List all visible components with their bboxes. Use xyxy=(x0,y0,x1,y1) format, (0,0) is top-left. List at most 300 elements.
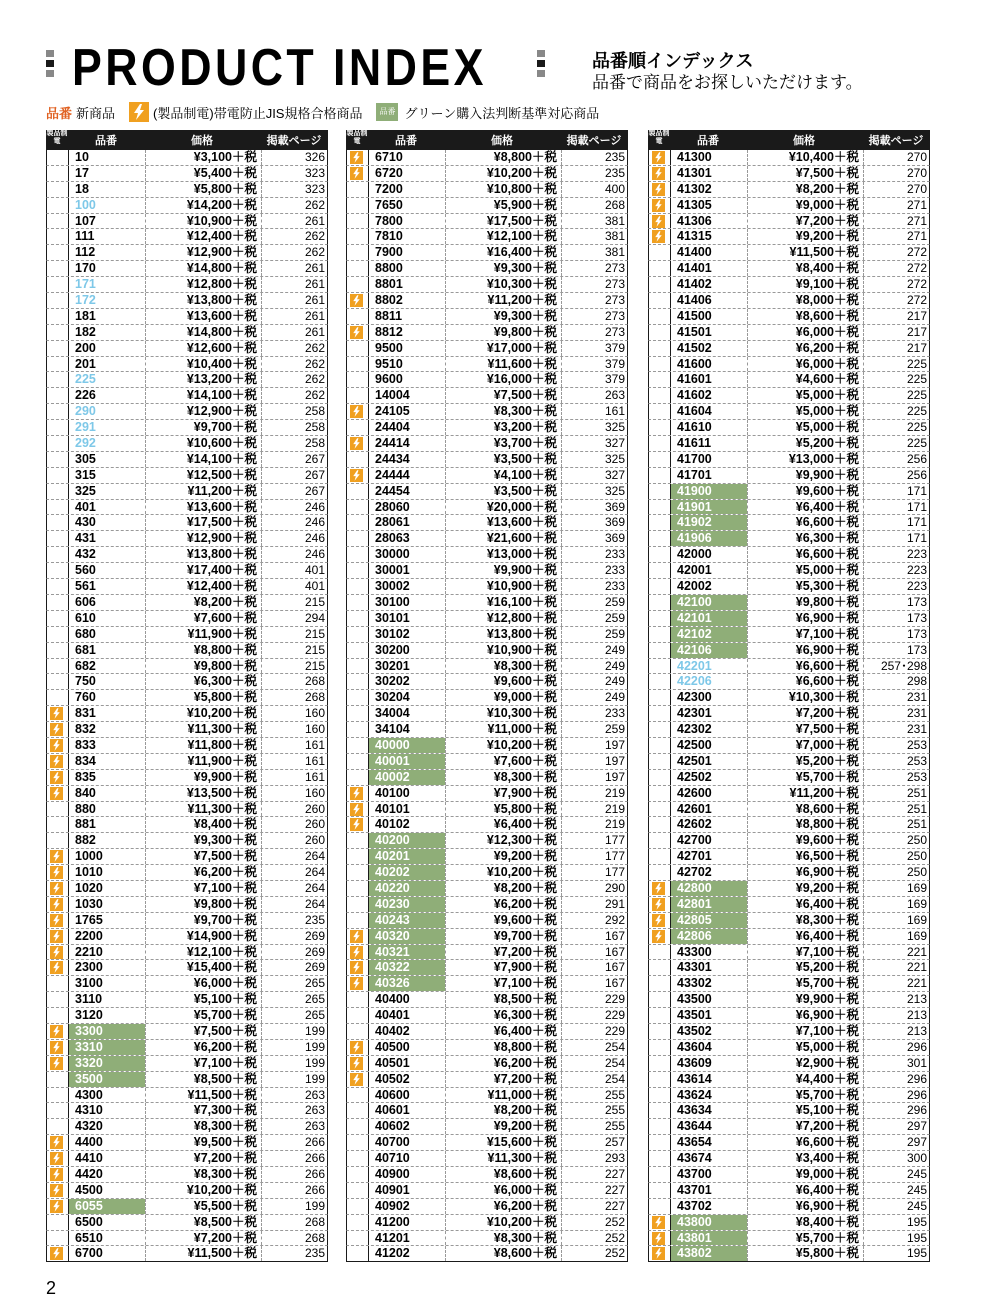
table-row xyxy=(46,372,328,388)
price: ¥8,400＋税 xyxy=(145,817,261,832)
table-row xyxy=(46,198,328,214)
price: ¥13,800＋税 xyxy=(145,293,261,308)
price: ¥6,400＋税 xyxy=(747,500,863,515)
static-cell xyxy=(649,436,671,451)
price: ¥17,500＋税 xyxy=(145,515,261,530)
table-row xyxy=(648,1167,930,1183)
page-ref: 261 xyxy=(261,261,329,276)
product-number: 40101 xyxy=(375,801,410,816)
table-row xyxy=(346,1088,628,1104)
table-row xyxy=(46,674,328,690)
product-number: 432 xyxy=(75,547,96,562)
page-ref: 259 xyxy=(561,595,629,610)
product-number: 8800 xyxy=(375,261,403,276)
table-row xyxy=(648,849,930,865)
page-ref: 255 xyxy=(561,1103,629,1118)
table-row xyxy=(346,1215,628,1231)
static-cell xyxy=(347,786,369,801)
static-cell xyxy=(347,182,369,197)
product-number: 40230 xyxy=(369,897,445,912)
table-row xyxy=(648,1246,930,1262)
static-cell xyxy=(347,627,369,642)
static-cell xyxy=(649,166,671,181)
product-number: 30200 xyxy=(375,642,410,657)
table-header xyxy=(346,130,628,150)
table-row xyxy=(46,976,328,992)
table-row xyxy=(346,277,628,293)
product-number: 40501 xyxy=(375,1055,410,1070)
price: ¥10,200＋税 xyxy=(145,706,261,721)
product-number: 8802 xyxy=(375,293,403,308)
page-ref: 223 xyxy=(863,579,931,594)
price: ¥7,200＋税 xyxy=(445,1072,561,1087)
page-ref: 323 xyxy=(261,182,329,197)
static-cell xyxy=(47,849,69,864)
page-ref: 225 xyxy=(863,404,931,419)
product-number: 9500 xyxy=(375,340,403,355)
table-header xyxy=(648,130,930,150)
product-number: 7810 xyxy=(375,229,403,244)
price: ¥9,900＋税 xyxy=(747,992,863,1007)
table-row xyxy=(46,150,328,166)
page-ref: 217 xyxy=(863,309,931,324)
product-number: 40202 xyxy=(369,865,445,880)
product-number: 4410 xyxy=(75,1151,103,1166)
product-number: 41602 xyxy=(677,388,712,403)
page-ref: 291 xyxy=(561,897,629,912)
price: ¥7,000＋税 xyxy=(747,738,863,753)
page-ref: 161 xyxy=(261,770,329,785)
page-ref: 235 xyxy=(261,1246,329,1261)
page-ref: 263 xyxy=(261,1088,329,1103)
price: ¥9,200＋税 xyxy=(747,881,863,896)
page-ref: 219 xyxy=(561,786,629,801)
product-number: 43500 xyxy=(677,992,712,1007)
static-cell xyxy=(649,388,671,403)
product-number: 100 xyxy=(75,197,96,212)
table-row xyxy=(46,531,328,547)
table-row xyxy=(346,166,628,182)
bolt-icon xyxy=(50,898,63,911)
table-row xyxy=(648,229,930,245)
static-cell xyxy=(649,229,671,244)
static-cell xyxy=(347,261,369,276)
bolt-icon xyxy=(350,930,363,943)
price: ¥12,300＋税 xyxy=(445,833,561,848)
product-number: 606 xyxy=(75,594,96,609)
product-number: 30001 xyxy=(375,563,410,578)
table-row xyxy=(648,706,930,722)
static-cell xyxy=(47,929,69,944)
product-number: 40902 xyxy=(375,1198,410,1213)
table-row xyxy=(648,388,930,404)
header-col3: 価格 xyxy=(191,135,213,147)
page-ref: 235 xyxy=(261,913,329,928)
page-ref: 296 xyxy=(863,1040,931,1055)
table-row xyxy=(346,1024,628,1040)
product-number: 41701 xyxy=(677,467,712,482)
price: ¥8,800＋税 xyxy=(445,1040,561,1055)
price: ¥6,900＋税 xyxy=(747,611,863,626)
page-ref: 258 xyxy=(261,420,329,435)
table-row xyxy=(346,722,628,738)
table-row xyxy=(46,611,328,627)
static-cell xyxy=(347,547,369,562)
bolt-icon xyxy=(50,755,63,768)
product-number: 43634 xyxy=(677,1103,712,1118)
product-number: 3300 xyxy=(69,1024,145,1039)
table-row xyxy=(648,182,930,198)
product-number: 42002 xyxy=(677,579,712,594)
price: ¥5,900＋税 xyxy=(445,198,561,213)
page-ref: 256 xyxy=(863,468,931,483)
table-row xyxy=(46,1040,328,1056)
product-number: 6055 xyxy=(69,1199,145,1214)
product-number: 880 xyxy=(75,801,96,816)
static-cell xyxy=(649,960,671,975)
price: ¥9,000＋税 xyxy=(747,198,863,213)
page-ref: 273 xyxy=(561,325,629,340)
static-cell xyxy=(649,198,671,213)
price: ¥4,100＋税 xyxy=(445,468,561,483)
static-cell xyxy=(47,229,69,244)
table-row xyxy=(46,913,328,929)
static-cell xyxy=(649,357,671,372)
table-row xyxy=(648,293,930,309)
product-number: 43502 xyxy=(677,1023,712,1038)
page-ref: 272 xyxy=(863,245,931,260)
product-number: 41315 xyxy=(677,229,712,244)
page-ref: 265 xyxy=(261,992,329,1007)
index-table-2 xyxy=(346,130,628,1262)
page-ref: 253 xyxy=(863,770,931,785)
price: ¥13,500＋税 xyxy=(145,786,261,801)
table-row xyxy=(346,452,628,468)
page-ref: 271 xyxy=(863,198,931,213)
price: ¥6,200＋税 xyxy=(145,1040,261,1055)
page-subtext: 品番で商品をお探しいただけます。 xyxy=(592,73,863,92)
price: ¥6,400＋税 xyxy=(747,1183,863,1198)
page-ref: 268 xyxy=(261,674,329,689)
header-col1: 製品制電 xyxy=(346,130,368,145)
product-number: 834 xyxy=(75,753,96,768)
page-ref: 169 xyxy=(863,929,931,944)
table-row xyxy=(648,515,930,531)
price: ¥9,200＋税 xyxy=(445,1119,561,1134)
product-number: 8811 xyxy=(375,308,403,323)
product-number: 41301 xyxy=(677,165,712,180)
product-number: 42001 xyxy=(677,563,712,578)
price: ¥6,200＋税 xyxy=(445,1199,561,1214)
product-number: 30204 xyxy=(375,690,410,705)
product-number: 24444 xyxy=(375,467,410,482)
page-ref: 271 xyxy=(863,214,931,229)
static-cell xyxy=(649,770,671,785)
page-ref: 213 xyxy=(863,992,931,1007)
product-number: 40322 xyxy=(369,960,445,975)
page-ref: 323 xyxy=(261,166,329,181)
page-ref: 262 xyxy=(261,229,329,244)
page-ref: 221 xyxy=(863,976,931,991)
static-cell xyxy=(47,706,69,721)
static-cell xyxy=(47,357,69,372)
price: ¥12,900＋税 xyxy=(145,531,261,546)
static-cell xyxy=(649,214,671,229)
price: ¥8,200＋税 xyxy=(145,595,261,610)
table-row xyxy=(46,484,328,500)
static-cell xyxy=(47,833,69,848)
price: ¥14,200＋税 xyxy=(145,198,261,213)
table-row xyxy=(46,293,328,309)
page-ref: 294 xyxy=(261,611,329,626)
table-row xyxy=(346,802,628,818)
price: ¥6,200＋税 xyxy=(445,1056,561,1071)
table-row xyxy=(46,1215,328,1231)
product-number: 7900 xyxy=(375,245,403,260)
table-row xyxy=(46,309,328,325)
table-row xyxy=(46,214,328,230)
legend-new-label: 品番 xyxy=(46,105,73,121)
bolt-icon xyxy=(50,930,63,943)
bolt-icon xyxy=(350,818,363,831)
page-ref: 268 xyxy=(561,198,629,213)
price: ¥7,200＋税 xyxy=(747,1119,863,1134)
static-cell xyxy=(47,388,69,403)
price: ¥14,800＋税 xyxy=(145,261,261,276)
page-ref: 167 xyxy=(561,960,629,975)
product-number: 30202 xyxy=(375,674,410,689)
price: ¥13,800＋税 xyxy=(145,547,261,562)
table-row xyxy=(346,706,628,722)
price: ¥16,000＋税 xyxy=(445,372,561,387)
product-number: 40100 xyxy=(375,785,410,800)
table-row xyxy=(648,611,930,627)
page-ref: 245 xyxy=(863,1199,931,1214)
price: ¥11,300＋税 xyxy=(445,1151,561,1166)
table-row xyxy=(346,770,628,786)
table-row xyxy=(46,229,328,245)
page-ref: 167 xyxy=(561,945,629,960)
static-cell xyxy=(47,198,69,213)
page-ref: 379 xyxy=(561,372,629,387)
product-number: 2210 xyxy=(75,944,103,959)
table-row xyxy=(46,643,328,659)
price: ¥14,900＋税 xyxy=(145,929,261,944)
price: ¥9,600＋税 xyxy=(445,674,561,689)
price: ¥10,200＋税 xyxy=(445,166,561,181)
page-ref: 260 xyxy=(261,817,329,832)
price: ¥12,600＋税 xyxy=(145,341,261,356)
page-ref: 369 xyxy=(561,515,629,530)
static-cell xyxy=(649,468,671,483)
static-cell xyxy=(347,659,369,674)
page-ref: 369 xyxy=(561,500,629,515)
table-row xyxy=(46,1135,328,1151)
price: ¥7,600＋税 xyxy=(145,611,261,626)
table-header xyxy=(46,130,328,150)
legend xyxy=(46,102,613,122)
product-number: 8801 xyxy=(375,277,403,292)
page-ref: 160 xyxy=(261,706,329,721)
legend-new-text: 新商品 xyxy=(76,105,116,121)
product-number: 41901 xyxy=(671,500,747,515)
static-cell xyxy=(649,1215,671,1230)
page-ref: 265 xyxy=(261,976,329,991)
page-ref: 215 xyxy=(261,627,329,642)
product-number: 561 xyxy=(75,579,96,594)
static-cell xyxy=(347,452,369,467)
product-number: 4500 xyxy=(75,1182,103,1197)
static-cell xyxy=(649,643,671,658)
static-cell xyxy=(649,674,671,689)
price: ¥10,600＋税 xyxy=(145,436,261,451)
product-number: 24105 xyxy=(375,404,410,419)
static-cell xyxy=(649,245,671,260)
static-cell xyxy=(47,690,69,705)
price: ¥5,700＋税 xyxy=(747,1231,863,1246)
product-number: 41400 xyxy=(677,245,712,260)
bolt-icon xyxy=(50,707,63,720)
product-number: 40401 xyxy=(375,1008,410,1023)
table-row xyxy=(648,1040,930,1056)
static-cell xyxy=(649,182,671,197)
table-row xyxy=(648,595,930,611)
table-row xyxy=(46,1008,328,1024)
static-cell xyxy=(47,992,69,1007)
table-row xyxy=(648,865,930,881)
table-row xyxy=(346,849,628,865)
product-number: 30201 xyxy=(375,658,410,673)
price: ¥8,200＋税 xyxy=(445,881,561,896)
price: ¥5,100＋税 xyxy=(747,1103,863,1118)
static-cell xyxy=(47,182,69,197)
static-cell xyxy=(347,531,369,546)
price: ¥13,000＋税 xyxy=(445,547,561,562)
price: ¥5,800＋税 xyxy=(445,802,561,817)
table-row xyxy=(648,245,930,261)
page-subtitle: 品番順インデックス xyxy=(592,51,754,71)
static-cell xyxy=(649,341,671,356)
price: ¥10,300＋税 xyxy=(445,277,561,292)
static-cell xyxy=(347,1056,369,1071)
table-row xyxy=(46,1072,328,1088)
static-cell xyxy=(649,722,671,737)
price: ¥3,100＋税 xyxy=(145,150,261,165)
page-ref: 256 xyxy=(863,452,931,467)
product-number: 41305 xyxy=(677,197,712,212)
price: ¥5,700＋税 xyxy=(747,976,863,991)
page-ref: 167 xyxy=(561,976,629,991)
table-row xyxy=(46,420,328,436)
static-cell xyxy=(347,404,369,419)
title-decoration-right xyxy=(537,50,545,77)
static-cell xyxy=(347,1246,369,1261)
static-cell xyxy=(649,1135,671,1150)
static-cell xyxy=(649,897,671,912)
page-ref: 195 xyxy=(863,1215,931,1230)
price: ¥9,300＋税 xyxy=(145,833,261,848)
price: ¥6,600＋税 xyxy=(747,659,863,674)
price: ¥13,800＋税 xyxy=(445,627,561,642)
static-cell xyxy=(347,1135,369,1150)
table-row xyxy=(648,913,930,929)
static-cell xyxy=(347,643,369,658)
product-number: 40602 xyxy=(375,1119,410,1134)
static-cell xyxy=(347,388,369,403)
static-cell xyxy=(649,325,671,340)
table-row xyxy=(46,722,328,738)
page-ref: 251 xyxy=(863,786,931,801)
product-number: 9510 xyxy=(375,356,403,371)
table-row xyxy=(346,309,628,325)
page-ref: 272 xyxy=(863,261,931,276)
product-number: 30101 xyxy=(375,610,410,625)
table-row xyxy=(346,531,628,547)
table-row xyxy=(648,484,930,500)
price: ¥11,300＋税 xyxy=(145,802,261,817)
price: ¥9,300＋税 xyxy=(445,261,561,276)
price: ¥12,100＋税 xyxy=(445,229,561,244)
product-number: 41500 xyxy=(677,308,712,323)
static-cell xyxy=(47,515,69,530)
product-number: 291 xyxy=(75,420,96,435)
page-ref: 161 xyxy=(261,738,329,753)
bolt-icon xyxy=(350,469,363,482)
product-number: 4400 xyxy=(75,1135,103,1150)
static-cell xyxy=(47,1151,69,1166)
static-cell xyxy=(347,166,369,181)
bolt-icon xyxy=(652,215,665,228)
price: ¥7,500＋税 xyxy=(145,849,261,864)
static-cell xyxy=(649,1008,671,1023)
price: ¥8,600＋税 xyxy=(445,1167,561,1182)
product-number: 3100 xyxy=(75,976,103,991)
page-ref: 250 xyxy=(863,849,931,864)
product-number: 40700 xyxy=(375,1135,410,1150)
price: ¥5,200＋税 xyxy=(747,960,863,975)
product-number: 30102 xyxy=(375,626,410,641)
product-number: 560 xyxy=(75,563,96,578)
header-col3: 価格 xyxy=(793,135,815,147)
bolt-icon xyxy=(50,1152,63,1165)
page-ref: 219 xyxy=(561,802,629,817)
product-number: 17 xyxy=(75,165,89,180)
product-number: 41202 xyxy=(375,1246,410,1261)
table-row xyxy=(648,897,930,913)
product-number: 42100 xyxy=(671,595,747,610)
table-row xyxy=(346,1040,628,1056)
price: ¥8,300＋税 xyxy=(445,659,561,674)
product-number: 43800 xyxy=(671,1215,747,1230)
price: ¥8,800＋税 xyxy=(145,643,261,658)
page-ref: 297 xyxy=(863,1135,931,1150)
table-row xyxy=(346,1008,628,1024)
price: ¥9,800＋税 xyxy=(747,595,863,610)
table-row xyxy=(648,214,930,230)
table-row xyxy=(648,1151,930,1167)
table-row xyxy=(648,770,930,786)
static-cell xyxy=(347,674,369,689)
product-number: 9600 xyxy=(375,372,403,387)
price: ¥21,600＋税 xyxy=(445,531,561,546)
table-row xyxy=(346,293,628,309)
legend-bolt-text: (製品制電)帯電防止JIS規格合格商品 xyxy=(153,105,363,121)
price: ¥5,000＋税 xyxy=(747,420,863,435)
static-cell xyxy=(649,579,671,594)
page-ref: 231 xyxy=(863,706,931,721)
static-cell xyxy=(47,643,69,658)
table-row xyxy=(346,992,628,1008)
